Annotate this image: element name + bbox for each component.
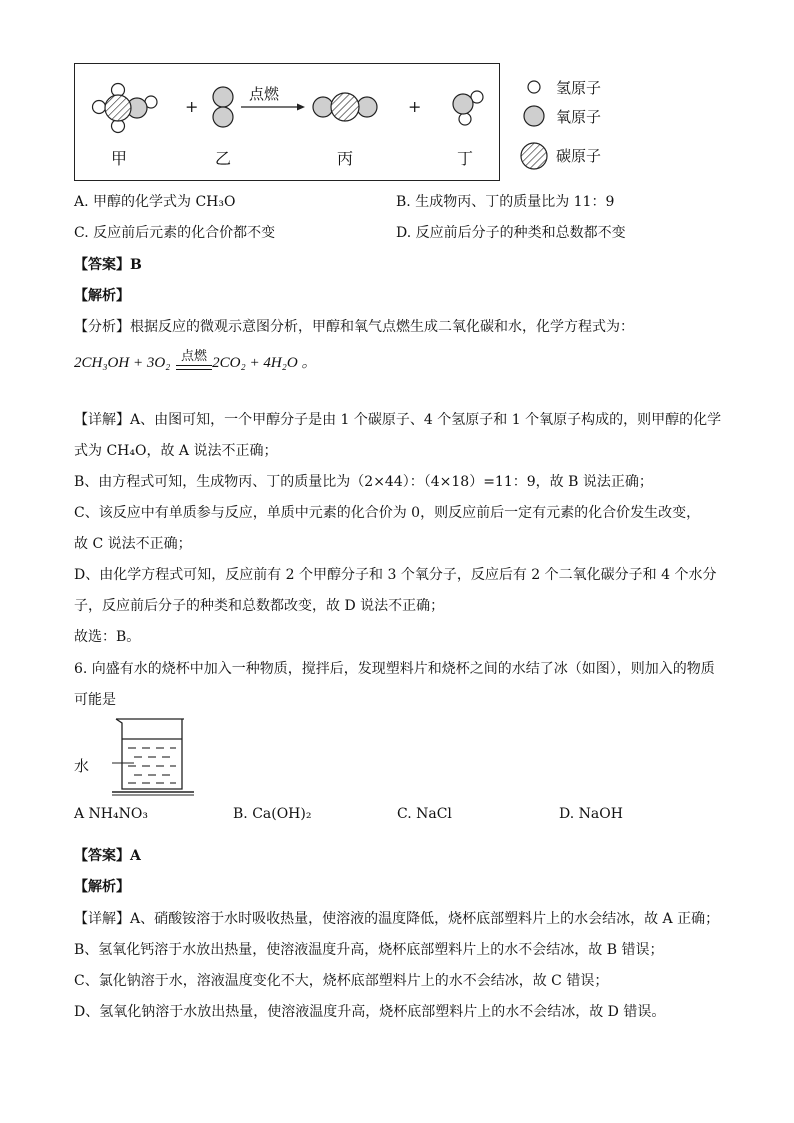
q5-detail-line: B、由方程式可知，生成物丙、丁的质量比为（2×44）：（4×18）=11：9，故 B 说法正确； [74, 474, 653, 490]
q6-option-d: D. NaOH [559, 806, 623, 822]
beaker-water-label: 水 [74, 757, 90, 775]
q6-detail-line: C、氯化钠溶于水，溶液温度变化不大，烧杯底部塑料片上的水不会结冰，故 C 错误； [74, 973, 609, 989]
legend-oxygen: 氧原子 [556, 108, 602, 126]
label-bing: 丙 [337, 149, 354, 168]
q6-option-b: B. Ca(OH)₂ [233, 806, 312, 822]
q6-detail-line: B、氢氧化钙溶于水放出热量，使溶液温度升高，烧杯底部塑料片上的水不会结冰，故 B 错误； [74, 942, 664, 958]
q5-analysis-title: 【解析】 [74, 288, 130, 304]
equation-left: 2CH₃OH + 3O₂ [74, 355, 171, 371]
label-yi: 乙 [215, 149, 232, 168]
hydrogen-atom-icon [528, 81, 540, 93]
q5-detail-line: 式为 CH₄O，故 A 说法不正确； [74, 443, 278, 459]
q5-option-a: A. 甲醇的化学式为 CH₃O [74, 194, 236, 210]
q6-answer: 【答案】A [74, 848, 141, 864]
beaker-figure [112, 715, 202, 797]
q6-detail-line: D、氢氧化钠溶于水放出热量，使溶液温度升高，烧杯底部塑料片上的水不会结冰，故 D 错误。 [74, 1004, 666, 1020]
label-ding: 丁 [457, 149, 474, 168]
chemical-equation [74, 348, 317, 374]
label-jia: 甲 [111, 149, 128, 168]
methanol-molecule [93, 84, 158, 133]
q5-detail-line: 【详解】A、由图可知，一个甲醇分子是由 1 个碳原子、4 个氢原子和 1 个氧原子构成的，则甲醇的化学 [74, 412, 722, 428]
legend-carbon: 碳原子 [556, 147, 602, 165]
water-molecule [453, 91, 483, 125]
q6-option-c: C. NaCl [397, 806, 452, 822]
equation-right: 2CO₂ + 4H₂O 。 [212, 355, 317, 371]
reaction-diagram [74, 63, 500, 181]
equation-condition: 点燃 [180, 348, 207, 363]
reaction-molecules [75, 64, 501, 182]
q5-detail-line: C、该反应中有单质参与反应，单质中元素的化合价为 0，则反应前后一定有元素的化合价发生改变， [74, 505, 701, 521]
q5-option-b: B. 生成物丙、丁的质量比为 11：9 [396, 194, 615, 210]
legend-hydrogen: 氢原子 [556, 79, 602, 97]
q6-analysis-title: 【解析】 [74, 879, 130, 895]
q5-option-d: D. 反应前后分子的种类和总数都不变 [396, 225, 626, 241]
q5-detail-line: 子，反应前后分子的种类和总数都改变，故 D 说法不正确； [74, 598, 445, 614]
q5-conclusion: 故选：B。 [74, 629, 141, 645]
q5-detail-line: D、由化学方程式可知，反应前有 2 个甲醇分子和 3 个氧分子，反应后有 2 个二氧化碳分子和 4 个水分 [74, 567, 717, 583]
q5-answer: 【答案】B [74, 257, 142, 273]
q6-option-a: A NH₄NO₃ [74, 806, 148, 822]
q5-detail-line: 故 C 说法不正确； [74, 536, 192, 552]
q5-analysis: 【分析】根据反应的微观示意图分析，甲醇和氧气点燃生成二氧化碳和水，化学方程式为： [74, 319, 634, 335]
q6-stem-line2: 可能是 [74, 692, 116, 708]
oxygen-atom-icon [524, 106, 544, 126]
q5-option-c: C. 反应前后元素的化合价都不变 [74, 225, 276, 241]
oxygen-molecule [213, 87, 233, 127]
plus-sign-1: + [185, 97, 199, 116]
legend-symbols [520, 72, 550, 182]
plus-sign-2: + [408, 97, 422, 116]
q6-stem-line1: 6. 向盛有水的烧杯中加入一种物质，搅拌后，发现塑料片和烧杯之间的水结了冰（如图），则加入的物质 [74, 661, 715, 677]
carbon-dioxide-molecule [313, 93, 377, 121]
equation-equals-bar [176, 365, 212, 370]
carbon-atom-icon [521, 143, 547, 169]
arrow-condition: 点燃 [249, 85, 280, 103]
q6-detail-line: 【详解】A、硝酸铵溶于水时吸收热量，使溶液的温度降低，烧杯底部塑料片上的水会结冰，故 A 正确； [74, 911, 720, 927]
